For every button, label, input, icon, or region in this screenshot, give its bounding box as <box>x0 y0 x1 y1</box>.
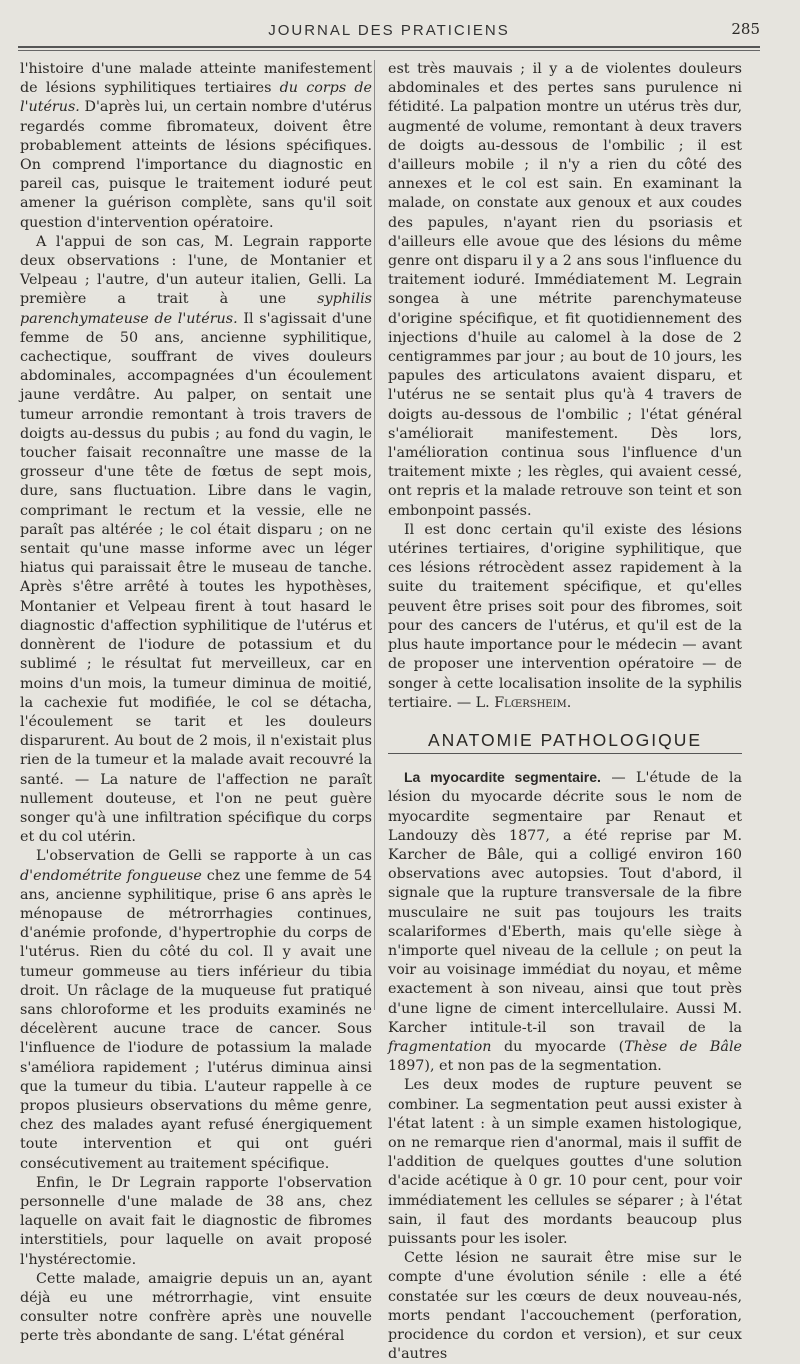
left-column <box>20 60 372 1347</box>
paragraph: Cette malade, amaigrie depuis un an, ayant déjà eu une métrorrhagie, vint ensuite consulter notre confrère après une nouvelle perte très abondante de sang. L'état général <box>20 1270 372 1345</box>
page-header <box>18 18 760 42</box>
article-title: La myocardite segmentaire. <box>404 769 601 786</box>
page-number: 285 <box>731 20 760 38</box>
header-rule <box>18 46 760 51</box>
paragraph: Cette lésion ne saurait être mise sur le compte d'une évolution sénile : elle a été constatée sur les cœurs de deux nouveau-nés, morts pendant l'accouchement (perforation, procidence du cordon et version), et sur ceux d'autres <box>388 1250 742 1363</box>
paragraph: Les deux modes de rupture peuvent se combiner. La segmentation peut aussi exister à l'état latent : à un simple examen histologique, on ne remarque rien d'anormal, mais il suffit de l'addition de quelques gouttes d'une solution d'acide acétique à 0 gr. 10 pour cent, pour voir immédiatement les cellules se séparer ; à l'état sain, il faut des mordants beaucoup plus puissants pour les isoler. <box>388 1077 742 1247</box>
right-column <box>388 60 742 1364</box>
paragraph: A l'appui de son cas, M. Legrain rapporte deux observations : l'une, de Montanier et Velpeau ; l'autre, d'un auteur italien, Gelli. La première a trait à une syphilis parenchymateuse de l'utérus. Il s'agissait d'une femme de 50 ans, ancienne syphilitique, cachectique, souffrant de vives douleurs abdominales, accompagnées d'un écoulement jaune verdâtre. Au palper, on sentait une tumeur arrondie remontant à trois travers de doigts au-dessus du pubis ; au fond du vagin, le toucher faisait reconnaître une masse de la grosseur d'une tête de fœtus de sept mois, dure, sans fluctuation. Libre dans le vagin, comprimant le rectum et la vessie, elle ne paraît pas altérée ; le col était disparu ; on ne sentait qu'une masse informe avec un léger hiatus qui paraissait être le museau de tanche. Après s'être arrêté à toutes les hypothèses, Montanier et Velpeau firent à tout hasard le diagnostic d'affection syphilitique de l'utérus et donnèrent de l'iodure de potassium et du sublimé ; le résultat fut merveilleux, car en moins d'un mois, la tumeur diminua de moitié, la cachexie fut modifiée, le col se détacha, l'écoulement se tarit et les douleurs disparurent. Au bout de 2 mois, il n'existait plus rien de la tumeur et la malade avait recouvré la santé. — La nature de l'affection ne paraît nullement douteuse, et l'on ne peut guère songer qu'à une infiltration spécifique du corps et du col utérin. <box>20 233 373 846</box>
section-heading: ANATOMIE PATHOLOGIQUE <box>388 731 742 754</box>
paragraph: Enfin, le Dr Legrain rapporte l'observation personnelle d'une malade de 38 ans, chez laquelle on avait fait le diagnostic de fibromes interstitiels, pour laquelle on avait proposé l'hystérectomie. <box>20 1174 372 1268</box>
paragraph: La myocardite segmentaire. — L'étude de la lésion du myocarde décrite sous le nom de myocardite segmentaire par Renaut et Landouzy dès 1877, a été reprise par M. Karcher de Bâle, qui a colligé environ 160 observations avec autopsies. Tout d'abord, il signale que la rupture transversale de la fibre musculaire ne suit pas toujours les traits scalariformes d'Eberth, mais qu'elle siège à n'importe quel niveau de la cellule ; on peut la voir au voisinage immédiat du noyau, et même exactement à son niveau, ainsi que tout près d'une ligne de ciment intercellulaire. Aussi M. Karcher intitule-t-il son travail de la fragmentation du myocarde (Thèse de Bâle 1897), et non pas de la segmentation. <box>388 769 743 1075</box>
author-signature: Flœrsheim. <box>494 694 572 711</box>
paragraph: est très mauvais ; il y a de violentes douleurs abdominales et des pertes sans purulence ni fétidité. La palpation montre un utérus très dur, augmenté de volume, remontant à deux travers de doigts au-dessous de l'ombilic ; il est d'ailleurs mobile ; il n'y a rien du côté des annexes et le col est sain. En examinant la malade, on constate aux genoux et aux coudes des papules, n'ayant rien du psoriasis et d'ailleurs elle avoue que des lésions du même genre ont disparu il y a 2 ans sous l'influence du traitement ioduré. Immédiatement M. Legrain songea à une métrite parenchymateuse d'origine spécifique, et fit quotidiennement des injections d'huile au calomel à la dose de 2 centigrammes par jour ; au bout de 10 jours, les papules des articulatons avaient disparu, et l'utérus ne se sentait plus qu'à 4 travers de doigts au-dessous de l'ombilic ; l'état général s'améliorait manifestement. Dès lors, l'amélioration continua sous l'influence d'un traitement mixte ; les règles, qui avaient cessé, ont repris et la malade retrouve son teint et son embonpoint passés. <box>388 61 742 519</box>
paragraph: Il est donc certain qu'il existe des lésions utérines tertiaires, d'origine syphilitique, que ces lésions rétrocèdent assez rapidement à la suite du traitement spécifique, et qu'elles peuvent être prises soit pour des fibromes, soit pour des cancers de l'utérus, et qu'il est de la plus haute importance pour le médecin — avant de proposer une intervention opératoire — de songer à cette localisation insolite de la syphilis tertiaire. — L. Flœrsheim. <box>388 521 742 711</box>
paragraph: l'histoire d'une malade atteinte manifestement de lésions syphilitiques tertiaires du corps de l'utérus. D'après lui, un certain nombre d'utérus regardés comme fibromateux, doivent être probablement atteints de lésions spécifiques. On comprend l'importance du diagnostic en pareil cas, puisque le traitement ioduré peut amener la guérison complète, sans qu'il soit question d'intervention opératoire. <box>20 61 372 231</box>
paragraph: L'observation de Gelli se rapporte à un cas d'endométrite fongueuse chez une femme de 54 ans, ancienne syphilitique, prise 6 ans après le ménopause de métrorrhagies continues, d'anémie profonde, d'hypertrophie du corps de l'utérus. Rien du côté du col. Il y avait une tumeur gommeuse au tiers inférieur du tibia droit. Un râclage de la muqueuse fut pratiqué sans chloroforme et les produits examinés ne décelèrent aucune trace de cancer. Sous l'influence de l'iodure de potassium la malade s'améliora rapidement ; l'utérus diminua ainsi que la tumeur du tibia. L'auteur rappelle à ce propos plusieurs observations du même genre, chez des malades ayant refusé énergiquement toute intervention et qui ont guéri consécutivement au traitement spécifique. <box>20 848 372 1172</box>
journal-title: JOURNAL DES PRATICIENS <box>268 21 510 39</box>
column-divider <box>374 60 375 1010</box>
